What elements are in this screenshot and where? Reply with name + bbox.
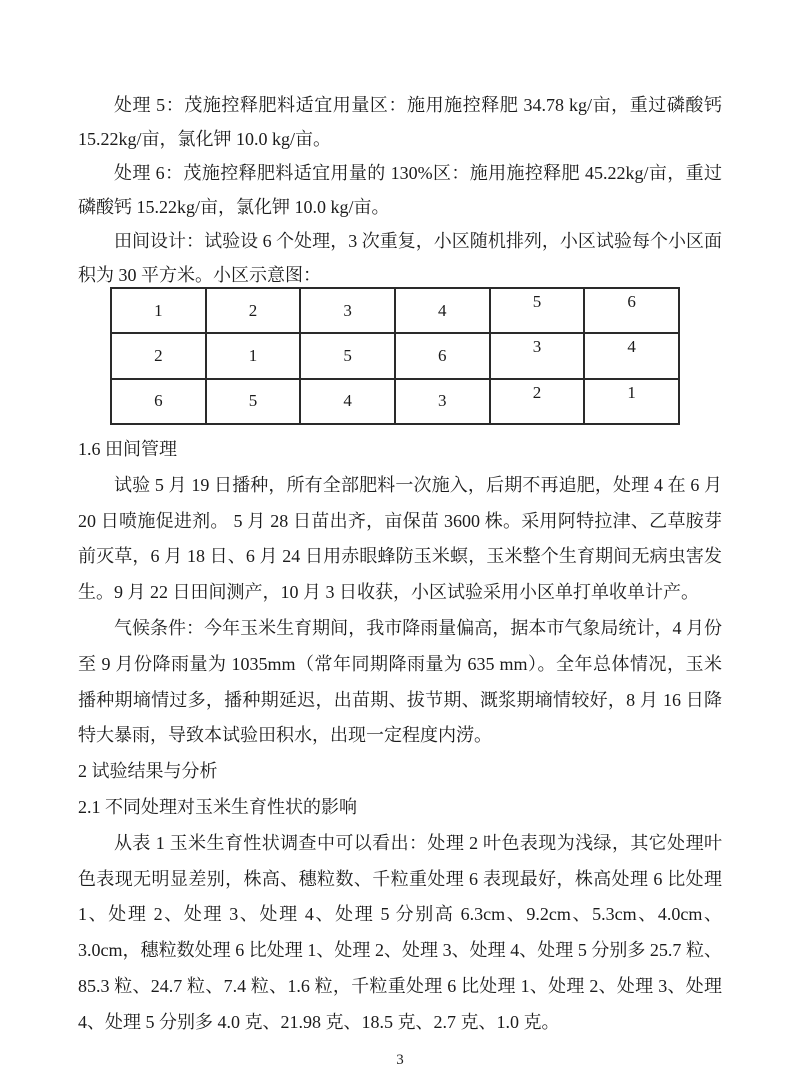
top-paragraph-block [78, 88, 722, 292]
plot-cell: 4 [395, 288, 490, 333]
paragraph-treatment-5: 处理 5：茂施控释肥料适宜用量区：施用施控释肥 34.78 kg/亩，重过磷酸钙 15.22kg/亩，氯化钾 10.0 kg/亩。 [78, 95, 722, 149]
paragraph-results: 从表 1 玉米生育性状调查中可以看出：处理 2 叶色表现为浅绿，其它处理叶色表现无明显差别，株高、穗粒数、千粒重处理 6 表现最好，株高处理 6 比处理 1、处理 2、处理 3、处理 4、处理 5 分别高 6.3cm、9.2cm、5.3cm、4.0cm、3.0cm，穗粒数处理 6 比处理 1、处理 2、处理 3、处理 4、处理 5 分别多 25.7 粒、85.3 粒、24.7 粒、7.4 粒、1.6 粒，千粒重处理 6 比处理 1、处理 2、处理 3、处理 4、处理 5 分别多 4.0 克、21.98 克、18.5 克、2.7 克、1.0 克。 [78, 832, 722, 1032]
plot-row [111, 379, 679, 424]
plot-cell: 5 [300, 333, 395, 378]
plot-cell: 5 [206, 379, 301, 424]
page-number: 3 [396, 1052, 404, 1068]
plot-cell: 2 [111, 333, 206, 378]
heading-results-analysis: 2 试验结果与分析 [78, 761, 218, 782]
plot-layout-table [110, 287, 680, 425]
body-text-block [78, 432, 722, 1041]
plot-cell: 6 [584, 288, 679, 333]
paragraph-field-management: 试验 5 月 19 日播种，所有全部肥料一次施入，后期不再追肥，处理 4 在 6 月 20 日喷施促进剂。 5 月 28 日苗出齐，亩保苗 3600 株。采用阿特拉津、乙草胺芽前灭草，6 月 18 日、6 月 24 日用赤眼蜂防玉米螟，玉米整个生育期间无病虫害发生。9 月 22 日田间测产，10 月 3 日收获，小区试验采用小区单打单收单计产。 [78, 474, 722, 603]
plot-cell: 4 [584, 333, 679, 378]
plot-cell: 2 [490, 379, 585, 424]
plot-cell: 2 [206, 288, 301, 333]
paragraph-climate: 气候条件：今年玉米生育期间，我市降雨量偏高，据本市气象局统计，4 月份至 9 月份降雨量为 1035mm（常年同期降雨量为 635 mm）。全年总体情况，玉米播种期墒情过多，播种期延迟，出苗期、拔节期、溉浆期墒情较好，8 月 16 日降特大暴雨，导致本试验田积水，出现一定程度内涝。 [78, 617, 722, 746]
plot-row [111, 288, 679, 333]
paragraph-field-design: 田间设计：试验设 6 个处理，3 次重复，小区随机排列，小区试验每个小区面积为 30 平方米。小区示意图： [78, 231, 722, 285]
heading-growth-traits: 2.1 不同处理对玉米生育性状的影响 [78, 796, 357, 817]
plot-cell: 3 [490, 333, 585, 378]
plot-cell: 1 [206, 333, 301, 378]
heading-field-management: 1.6 田间管理 [78, 439, 177, 459]
plot-cell: 6 [395, 333, 490, 378]
plot-cell: 3 [395, 379, 490, 424]
plot-cell: 5 [490, 288, 585, 333]
paragraph-treatment-6: 处理 6：茂施控释肥料适宜用量的 130%区：施用施控释肥 45.22kg/亩，重过磷酸钙 15.22kg/亩，氯化钾 10.0 kg/亩。 [78, 163, 722, 217]
plot-cell: 4 [300, 379, 395, 424]
plot-cell: 1 [584, 379, 679, 424]
plot-cell: 1 [111, 288, 206, 333]
plot-cell: 3 [300, 288, 395, 333]
plot-row [111, 333, 679, 378]
plot-cell: 6 [111, 379, 206, 424]
